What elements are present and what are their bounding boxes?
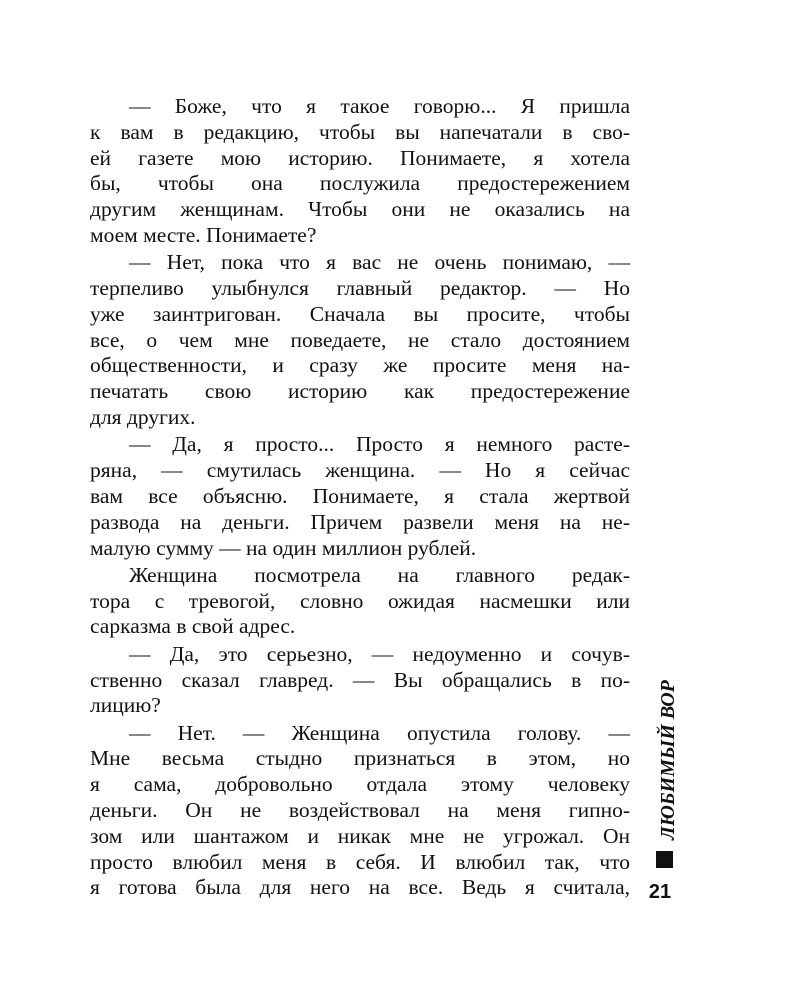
text-line: лицию? xyxy=(90,693,161,718)
text-line: ственно сказал главред. — Вы обращались в по- xyxy=(90,667,630,692)
text-line: — Нет. — Женщина опустила голову. — xyxy=(129,720,630,745)
text-line: моем месте. Понимаете? xyxy=(90,222,317,247)
text-line: Женщина посмотрела на главного редак- xyxy=(129,562,630,587)
text-line: деньги. Он не воздействовал на меня гипно- xyxy=(90,798,630,823)
text-line: все, о чем мне поведаете, не стало достоянием xyxy=(90,327,630,352)
text-line: другим женщинам. Чтобы они не оказались на xyxy=(90,197,630,222)
page-number: 21 xyxy=(648,881,672,903)
body-text xyxy=(90,94,630,901)
text-line: бы, чтобы она послужила предостережением xyxy=(90,171,630,196)
text-line: ей газете мою историю. Понимаете, я хотела xyxy=(90,145,630,170)
text-line: я готова была для него на все. Ведь я считала, xyxy=(90,875,630,900)
text-line: общественности, и сразу же просите меня на- xyxy=(90,353,630,378)
text-line: зом или шантажом и никак мне не угрожал. Он xyxy=(90,823,630,848)
text-line: тора с тревогой, словно ожидая насмешки или xyxy=(90,588,630,613)
running-title: ЛЮБИМЫЙ ВОР xyxy=(657,680,679,840)
text-line: — Да, я просто... Просто я немного расте- xyxy=(129,432,630,457)
text-line: развода на деньги. Причем развели меня на не- xyxy=(90,509,630,534)
text-line: уже заинтригован. Сначала вы просите, чтобы xyxy=(90,301,630,326)
text-line: к вам в редакцию, чтобы вы напечатали в сво- xyxy=(90,119,630,144)
text-line: Мне весьма стыдно признаться в этом, но xyxy=(90,746,630,771)
text-line: малую сумму — на один миллион рублей. xyxy=(90,535,477,560)
section-marker-icon xyxy=(656,851,673,868)
text-line: печатать свою историю как предостережение xyxy=(90,379,630,404)
text-line: терпеливо улыбнулся главный редактор. — Но xyxy=(90,276,630,301)
text-line: — Боже, что я такое говорю... Я пришла xyxy=(129,94,630,118)
text-line: просто влюбил меня в себя. И влюбил так, что xyxy=(90,849,630,874)
text-line: ряна, — смутилась женщина. — Но я сейчас xyxy=(90,458,630,483)
text-line: — Да, это серьезно, — недоуменно и сочув- xyxy=(129,641,630,666)
text-line: вам все объясню. Понимаете, я стала жертвой xyxy=(90,483,630,508)
text-line: я сама, добровольно отдала этому человеку xyxy=(90,772,630,797)
text-line: — Нет, пока что я вас не очень понимаю, — xyxy=(129,250,630,275)
text-line: для других. xyxy=(90,405,196,430)
text-line: сарказма в свой адрес. xyxy=(90,614,296,639)
